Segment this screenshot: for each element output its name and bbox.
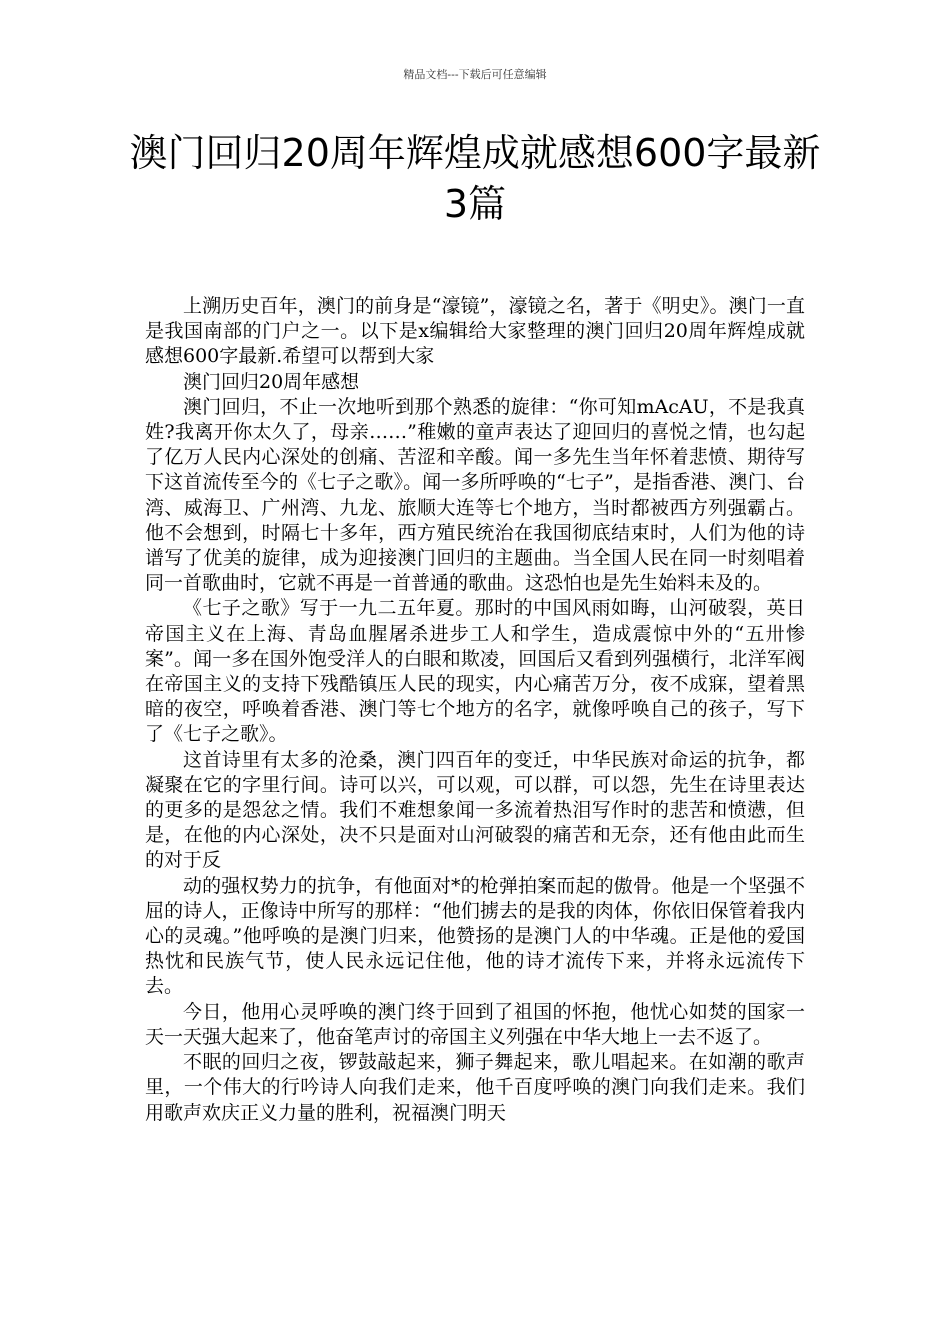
header-note: 精品文档---下载后可任意编辑 bbox=[403, 68, 547, 81]
intro-paragraph: 上溯历史百年，澳门的前身是“濠镜”，濠镜之名，著于《明史》。澳门一直是我国南部的门户之一。以下是x编辑给大家整理的澳门回归20周年辉煌成就感想600字最新.希望可以帮到大家 bbox=[145, 295, 805, 368]
body-paragraph: 澳门回归，不止一次地听到那个熟悉的旋律：“你可知mAcAU，不是我真姓?我离开你太久了，母亲……”稚嫩的童声表达了迎回归的喜悦之情，也勾起了亿万人民内心深处的创痛、苦涩和辛酸。闻一多先生当年怀着悲愤、期待写下这首流传至今的《七子之歌》。闻一多所呼唤的“七子”，是指香港、澳门、台湾、威海卫、广州湾、九龙、旅顺大连等七个地方，当时都被西方列强霸占。他不会想到，时隔七十多年，西方殖民统治在我国彻底结束时，人们为他的诗谱写了优美的旋律，成为迎接澳门回归的主题曲。当全国人民在同一时刻唱着同一首歌曲时，它就不再是一首普通的歌曲。这恐怕也是先生始料未及的。 bbox=[145, 395, 805, 595]
body-paragraph: 《七子之歌》写于一九二五年夏。那时的中国风雨如晦，山河破裂，英日帝国主义在上海、青岛血腥屠杀进步工人和学生，造成震惊中外的“五卅惨案”。闻一多在国外饱受洋人的白眼和欺凌，回国后又看到列强横行，北洋军阀在帝国主义的支持下残酷镇压人民的现实，内心痛苦万分，夜不成寐，望着黑暗的夜空，呼唤着香港、澳门等七个地方的名字，就像呼唤自己的孩子，写下了《七子之歌》。 bbox=[145, 597, 805, 746]
body-paragraph: 今日，他用心灵呼唤的澳门终于回到了祖国的怀抱，他忧心如焚的国家一天一天强大起来了，他奋笔声讨的帝国主义列强在中华大地上一去不返了。 bbox=[145, 1000, 805, 1048]
section-heading: 澳门回归20周年感想 bbox=[183, 370, 360, 393]
body-paragraph: 动的强权势力的抗争，有他面对*的枪弹拍案而起的傲骨。他是一个坚强不屈的诗人，正像诗中所写的那样：“他们掳去的是我的肉体，你依旧保管着我内心的灵魂。”他呼唤的是澳门归来，他赞扬的是澳门人的中华魂。正是他的爱国热忱和民族气节，使人民永远记住他，他的诗才流传下来，并将永远流传下去。 bbox=[145, 874, 805, 998]
body-paragraph: 不眠的回归之夜，锣鼓敲起来，狮子舞起来，歌儿唱起来。在如潮的歌声里，一个伟大的行吟诗人向我们走来，他千百度呼唤的澳门向我们走来。我们用歌声欢庆正义力量的胜利，祝福澳门明天 bbox=[145, 1051, 805, 1124]
document-body bbox=[145, 294, 805, 1126]
document-title: 澳门回归20周年辉煌成就感想600字最新3篇 bbox=[129, 131, 821, 226]
body-paragraph: 这首诗里有太多的沧桑，澳门四百年的变迁，中华民族对命运的抗争，都凝聚在它的字里行间。诗可以兴，可以观，可以群，可以怨，先生在诗里表达的更多的是怨忿之情。我们不难想象闻一多流着热泪写作时的悲苦和愤懑，但是，在他的内心深处，决不只是面对山河破裂的痛苦和无奈，还有他由此而生的对于反 bbox=[145, 748, 805, 872]
